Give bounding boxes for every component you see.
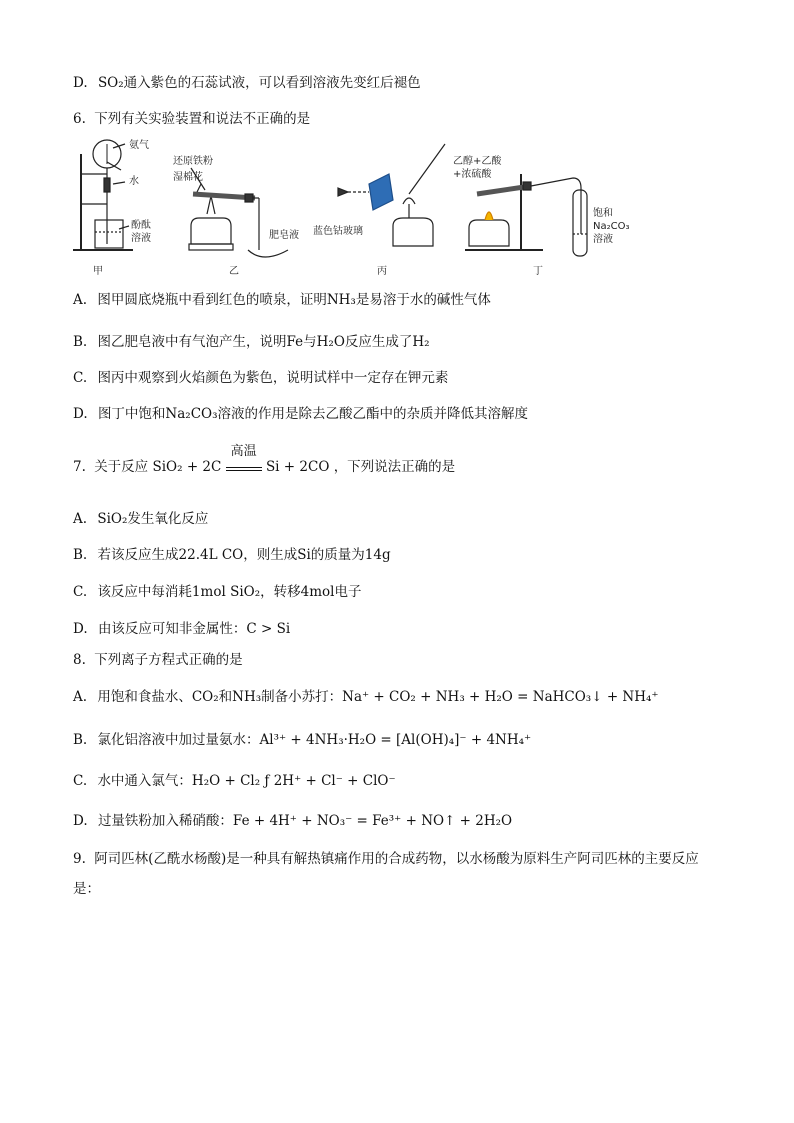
q6-option-c bbox=[73, 369, 448, 387]
option-text: SO₂通入紫色的石蕊试液，可以看到溶液先变红后褪色 bbox=[97, 75, 421, 91]
q8-option-d bbox=[73, 812, 512, 830]
option-label: C. bbox=[73, 773, 88, 789]
label-sulfuric-acid: +浓硫酸 bbox=[453, 169, 492, 180]
reaction-right: Si + 2CO bbox=[265, 459, 330, 475]
caption-ding: 丁 bbox=[533, 266, 543, 277]
option-label: A. bbox=[73, 689, 88, 705]
q6-option-a bbox=[73, 291, 491, 309]
option-text: 图甲圆底烧瓶中看到红色的喷泉，证明NH₃是易溶于水的碱性气体 bbox=[97, 292, 491, 308]
q9-stem-line-1 bbox=[73, 850, 699, 868]
caption-bing: 丙 bbox=[377, 266, 387, 277]
q8-option-b bbox=[73, 731, 531, 749]
label-solution: 溶液 bbox=[593, 234, 613, 245]
label-wet-cotton: 湿棉花 bbox=[173, 172, 203, 183]
question-text-continued: 是： bbox=[73, 881, 100, 897]
q7-option-b bbox=[73, 546, 391, 564]
question-text-prefix: 关于反应 bbox=[94, 459, 149, 475]
option-label: D. bbox=[73, 621, 88, 637]
option-text: 图乙肥皂液中有气泡产生，说明Fe与H₂O反应生成了H₂ bbox=[97, 334, 430, 350]
q7-option-c bbox=[73, 583, 361, 601]
reaction-arrow bbox=[226, 444, 262, 471]
option-label: D. bbox=[73, 75, 88, 91]
option-label: C. bbox=[73, 370, 88, 386]
reaction-left: SiO₂ + 2C bbox=[152, 459, 222, 475]
option-text: 图丁中饱和Na₂CO₃溶液的作用是除去乙酸乙酯中的杂质并降低其溶解度 bbox=[97, 406, 529, 422]
option-text: 若该反应生成22.4L CO，则生成Si的质量为14g bbox=[97, 547, 391, 563]
q6-option-d bbox=[73, 405, 528, 423]
question-text: 阿司匹林(乙酰水杨酸)是一种具有解热镇痛作用的合成药物，以水杨酸为原料生产阿司匹林的主要反应 bbox=[94, 851, 699, 867]
option-label: A. bbox=[73, 511, 88, 527]
question-text: 下列有关实验装置和说法不正确的是 bbox=[94, 111, 311, 127]
label-sodium-carbonate: Na₂CO₃ bbox=[593, 221, 630, 232]
option-text: 图丙中观察到火焰颜色为紫色，说明试样中一定存在钾元素 bbox=[97, 370, 449, 386]
apparatus-yi bbox=[189, 168, 288, 257]
label-cobalt-glass: 蓝色钴玻璃 bbox=[313, 226, 363, 237]
q6-stem bbox=[73, 110, 310, 128]
q8-stem bbox=[73, 651, 243, 669]
caption-jia: 甲 bbox=[93, 266, 103, 277]
label-phenolphthalein: 酚酞 bbox=[131, 220, 151, 231]
apparatus-jia bbox=[73, 140, 133, 250]
label-saturated: 饱和 bbox=[593, 208, 613, 219]
q8-option-a bbox=[73, 688, 659, 706]
q9-stem-line-2 bbox=[73, 880, 100, 898]
question-number: 9. bbox=[73, 851, 86, 867]
option-label: D. bbox=[73, 406, 88, 422]
q6-apparatus-figure bbox=[73, 134, 693, 284]
q5-option-d bbox=[73, 74, 421, 92]
option-text: 该反应中每消耗1mol SiO₂，转移4mol电子 bbox=[97, 584, 362, 600]
apparatus-ding bbox=[465, 174, 587, 256]
label-water: 水 bbox=[129, 176, 139, 187]
apparatus-svg bbox=[73, 134, 693, 284]
option-text: 过量铁粉加入稀硝酸：Fe + 4H⁺ + NO₃⁻ = Fe³⁺ + NO↑ + 2H₂O bbox=[97, 813, 513, 829]
option-label: A. bbox=[73, 292, 88, 308]
option-text: SiO₂发生氧化反应 bbox=[97, 511, 209, 527]
label-iron-powder: 还原铁粉 bbox=[173, 156, 213, 167]
q7-option-d bbox=[73, 620, 290, 638]
q8-option-c bbox=[73, 772, 396, 790]
question-text-suffix: ，下列说法正确的是 bbox=[333, 459, 456, 475]
label-ammonia: 氨气 bbox=[129, 140, 149, 151]
option-label: B. bbox=[73, 547, 88, 563]
label-phenolphthalein-solution: 溶液 bbox=[131, 233, 151, 244]
option-text: 水中通入氯气：H₂O + Cl₂ ƒ 2H⁺ + Cl⁻ + ClO⁻ bbox=[97, 773, 396, 789]
option-label: B. bbox=[73, 732, 88, 748]
caption-yi: 乙 bbox=[229, 266, 239, 277]
option-text: 由该反应可知非金属性：C > Si bbox=[97, 621, 291, 637]
q7-option-a bbox=[73, 510, 208, 528]
option-text: 用饱和食盐水、CO₂和NH₃制备小苏打：Na⁺ + CO₂ + NH₃ + H₂O = NaHCO₃↓ + NH₄⁺ bbox=[97, 689, 659, 705]
q6-option-b bbox=[73, 333, 430, 351]
q7-stem bbox=[73, 444, 456, 476]
option-label: D. bbox=[73, 813, 88, 829]
question-number: 8. bbox=[73, 652, 86, 668]
option-text: 氯化铝溶液中加过量氨水：Al³⁺ + 4NH₃·H₂O = [Al(OH)₄]⁻ + 4NH₄⁺ bbox=[97, 732, 532, 748]
label-ethanol-acetic: 乙醇+乙酸 bbox=[453, 156, 502, 167]
reaction-condition: 高温 bbox=[230, 444, 257, 459]
option-label: B. bbox=[73, 334, 88, 350]
question-text: 下列离子方程式正确的是 bbox=[94, 652, 243, 668]
question-number: 6. bbox=[73, 111, 86, 127]
question-number: 7. bbox=[73, 459, 86, 475]
label-soap-solution: 肥皂液 bbox=[269, 230, 299, 241]
option-label: C. bbox=[73, 584, 88, 600]
